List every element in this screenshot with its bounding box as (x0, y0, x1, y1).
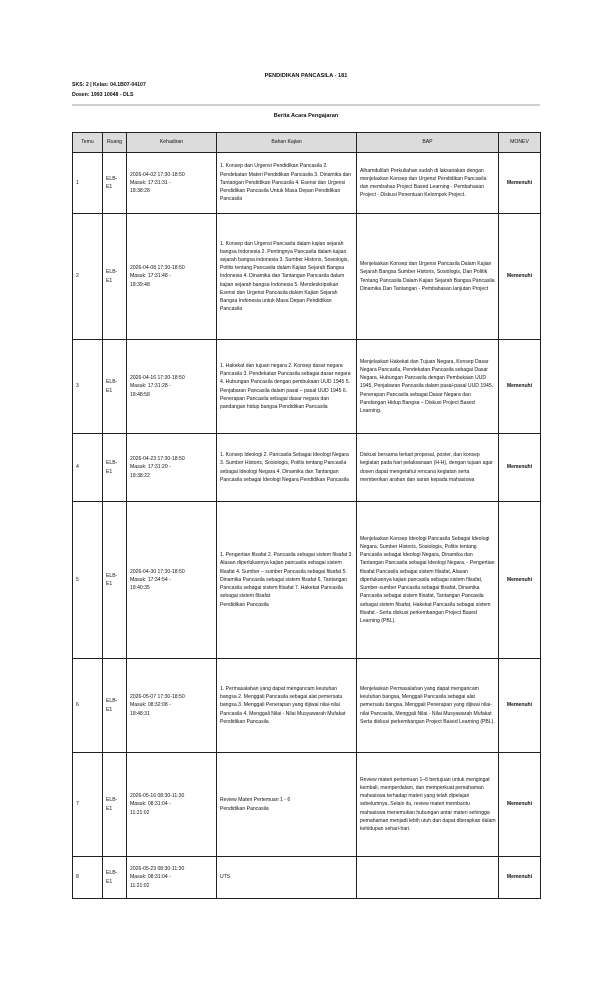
cell-kehadiran: 2026-04-08 17:30-18:50 Masuk: 17:31:48 - 18:39:48 (127, 214, 217, 340)
cell-bap: Menjelaskan Konsep dan Urgensi Pancasila Dalam Kajian Sejarah Bangsa Sumber Historis, Sosiologis, Dan Politik Tentang Pancasila Dalam Kajian Sejarah Bangsa Pancasila Dinamika Dan Tantangan - Pembahasan lanjutan Project (357, 214, 499, 340)
cell-bahan-kajian: 1. Konsep dan Urgensi Pendidikan Pancasila 2. Pendekatan Materi Pendidikan Pancasila 3. Dinamika dan Tantangan Pendidikan Pancasila 4. Esensi dan Urgensi Pendidikan Pancasila Untuk Masa Depan Pendidikan Pancasila (217, 153, 357, 214)
header-divider (72, 104, 540, 106)
cell-ruang: ELB- E1 (103, 153, 127, 214)
cell-ruang: ELB- E1 (103, 214, 127, 340)
cell-ruang: ELB- E1 (103, 434, 127, 502)
cell-monev: Memenuhi (499, 340, 541, 434)
cell-bahan-kajian: 1. Konsep dan Urgensi Pancasila dalam kajian sejarah bangsa Indonesia 2. Pentingnya Pancasila dalam kajian sejarah bangsa indonesia 3. Sumber Historis, Sosiologis, Politis tentang Pancasila dalam Kajian Sejarah Bangsa Indonesia 4. Dinamika dan Tantangan Pancasila dalam kajian sejarah bangsa Indonesia 5. Mendeskripsikan Esensi dan Urgensi Pancasila dalam Kajian Sejarah Bangsa Indonesia untuk Masa Depan Pendidikan Pancasila (217, 214, 357, 340)
column-header-monev: MONEV (499, 133, 541, 153)
cell-monev: Memenuhi (499, 659, 541, 753)
cell-bap: Menjelaskan Hakekat dan Tujuan Negara, Konsep Dasar Negara Pancasila, Pendekatan Pancasila sebagai Dasar Negara, Hubungan Pancasila dengan Pembukaan UUD 1945, Penjabaran Pancasila dalam pasal-pasal UUD 1945, Penerapan Pancasila sebagai Dasar Negara dan Pandangan Hidup Bangsa – Diskusi Project Based Learning. (357, 340, 499, 434)
cell-temu: 4 (73, 434, 103, 502)
cell-kehadiran: 2026-05-23 08:30-11:30 Masuk: 08:31:04 - 11:21:02 (127, 857, 217, 899)
cell-ruang: ELB- E1 (103, 659, 127, 753)
cell-monev: Memenuhi (499, 214, 541, 340)
cell-bahan-kajian: UTS (217, 857, 357, 899)
cell-kehadiran: 2026-05-07 17:30-18:50 Masuk: 08:32:08 - 18:48:31 (127, 659, 217, 753)
table-row (73, 214, 541, 340)
cell-bahan-kajian: 1. Pengertian filsafat 2. Pancasila sebagai sistem filsafat 3. Alasan diperlukannya kajian pancasila sebagai sistem filsafat 4. Sumber – sumber Pancasila sebagai filsafat 5. Dinamika Pancasila sebagai sistem filsafat 6. Tantangan Pancasila sebagai sistem filsafat 7. Hakekat Pancasila sebagai sistem filsafat Pendidikan Pancasila (217, 502, 357, 659)
table-header-row (73, 133, 541, 153)
cell-kehadiran: 2026-04-23 17:30-18:50 Masuk: 17:31:20 - 18:38:22 (127, 434, 217, 502)
cell-bap: Diskusi bersama terkait proposal, poster, dan konsep kegiatan pada hari pelaksanaan (H-H), dengan tujuan agar dosen dapat mengetahui rencana kegiatan serta memberikan arahan dan saran kepada mahasiswa (357, 434, 499, 502)
table-row (73, 857, 541, 899)
cell-temu: 8 (73, 857, 103, 899)
cell-bahan-kajian: 1. Permasalahan yang dapat mengancam keutuhan bangsa 2. Menggali Pancasila sebagai alat pemersatu bangsa 3. Menggali Penerapan yang dijiwai nilai-nilai Pancasila 4. Menggali Nilai - Nilai Musyawarah Mufakat Pendidikan Pancasila (217, 659, 357, 753)
column-header-bahan-kajian: Bahan Kajian (217, 133, 357, 153)
cell-ruang: ELB- E1 (103, 340, 127, 434)
column-header-ruang: Ruang (103, 133, 127, 153)
cell-ruang: ELB- E1 (103, 502, 127, 659)
column-header-temu: Temu (73, 133, 103, 153)
cell-bahan-kajian: 1. Konsep Ideologi 2. Pancasila Sebagai Ideologi Negara 3. Sumber Historis, Sosiologis, Politis tentang Pancasila sebagai Ideologi Negara 4. Dinamika dan Tantangan Pancasila sebagai Ideologi Negara Pendidikan Pancasila (217, 434, 357, 502)
cell-ruang: ELB- E1 (103, 753, 127, 857)
table-row (73, 153, 541, 214)
table-row (73, 502, 541, 659)
bap-table (72, 132, 541, 899)
cell-bap (357, 857, 499, 899)
table-row (73, 340, 541, 434)
cell-bahan-kajian: Review Materi Pertemuan 1 - 6 Pendidikan Pancasila (217, 753, 357, 857)
cell-temu: 3 (73, 340, 103, 434)
course-title: PENDIDIKAN PANCASILA - 181 (264, 73, 348, 79)
column-header-kehadiran: Kehadiran (127, 133, 217, 153)
table-row (73, 659, 541, 753)
table-row (73, 753, 541, 857)
cell-temu: 1 (73, 153, 103, 214)
cell-bap: Menjelaskan Permasalahan yang dapat mengancam keutuhan bangsa, Menggali Pancasila sebagai alat pemersatu bangsa, Menggali Penerapan yang dijiwai nilai-nilai Pancasila, Menggali Nilai - Nilai Musyawarah Mufakat Serta diskusi perkembangan Project Based Learning (PBL). (357, 659, 499, 753)
cell-monev: Memenuhi (499, 434, 541, 502)
column-header-bap: BAP (357, 133, 499, 153)
cell-bap: Menjelaskan Konsep Ideologi Pancasila Sebagai Ideologi Negara, Sumber Historis, Sosiologis, Politis tentang Pancasila sebagai Ideologi Negara, Dinamika dan Tantangan Pancasila sebagai Ideologi Negara. - Pengertian filsafat Pancasila sebagai sistem filsafat, Alasan diperlukannya kajian pancasila sebagai sistem filsafat, Sumber-sumber Pancasila sebagai filsafat, Dinamika Pancasila sebagai sistem filsafat, Tantangan Pancasila sebagai sistem filsafat, Hakekat Pancasila sebagai sistem filsafat - Serta diskusi perkembangan Project Based Learning (PBL). (357, 502, 499, 659)
cell-kehadiran: 2026-04-30 17:30-18:50 Masuk: 17:34:54 - 18:40:35 (127, 502, 217, 659)
cell-temu: 5 (73, 502, 103, 659)
cell-kehadiran: 2026-04-02 17:30-18:50 Masuk: 17:31:31 - 18:38:28 (127, 153, 217, 214)
cell-bahan-kajian: 1. Hakekat dan tujuan negara 2. Konsep dasar negara Pancasila 3. Pendekatan Pancasila sebagai dasar negara 4. Hubungan Pancasila dengan pembukaan UUD 1945 5. Penjabaran Pancasila dalam pasal – pasal UUD 1945 6. Penerapan Pancasila sebagai dasar negara dan pandangan hidup bangsa Pendidikan Pancasila (217, 340, 357, 434)
cell-kehadiran: 2026-05-16 08:30-11:30 Masuk: 08:31:04 - 11:21:02 (127, 753, 217, 857)
cell-bap: Review materi pertemuan 1–6 bertujuan untuk mengingat kembali, memperdalam, dan memperkuat pemahaman mahasiswa terhadap materi yang telah dipelajari sebelumnya. Selain itu, review materi membantu mahasiswa menemukan hubungan antar materi sehingga pemahaman menjadi lebih utuh dan dapat diterapkan dalam kehidupan sehari-hari. (357, 753, 499, 857)
cell-monev: Memenuhi (499, 153, 541, 214)
cell-monev: Memenuhi (499, 857, 541, 899)
cell-ruang: ELB- E1 (103, 857, 127, 899)
cell-temu: 7 (73, 753, 103, 857)
course-meta-lecturer: Dosen: 1993 10048 - DLS (72, 92, 134, 98)
cell-temu: 6 (73, 659, 103, 753)
cell-monev: Memenuhi (499, 753, 541, 857)
course-meta-sks-class: SKS: 2 | Kelas: 04.1B07-04107 (72, 82, 146, 88)
cell-bap: Alhamdulilah Perkuliahan sudah di laksanakan dengan menjelaskan Konsep dan Urgensi Pendidikan Pancasila dan membahas Project Based Learning - Pembahasan Project - Diskusi Penentuan Kelompok Project. (357, 153, 499, 214)
section-title: Berita Acara Pengajaran (273, 113, 339, 119)
cell-temu: 2 (73, 214, 103, 340)
cell-kehadiran: 2026-04-16 17:30-18:50 Masuk: 17:31:28 - 18:48:58 (127, 340, 217, 434)
table-row (73, 434, 541, 502)
cell-monev: Memenuhi (499, 502, 541, 659)
